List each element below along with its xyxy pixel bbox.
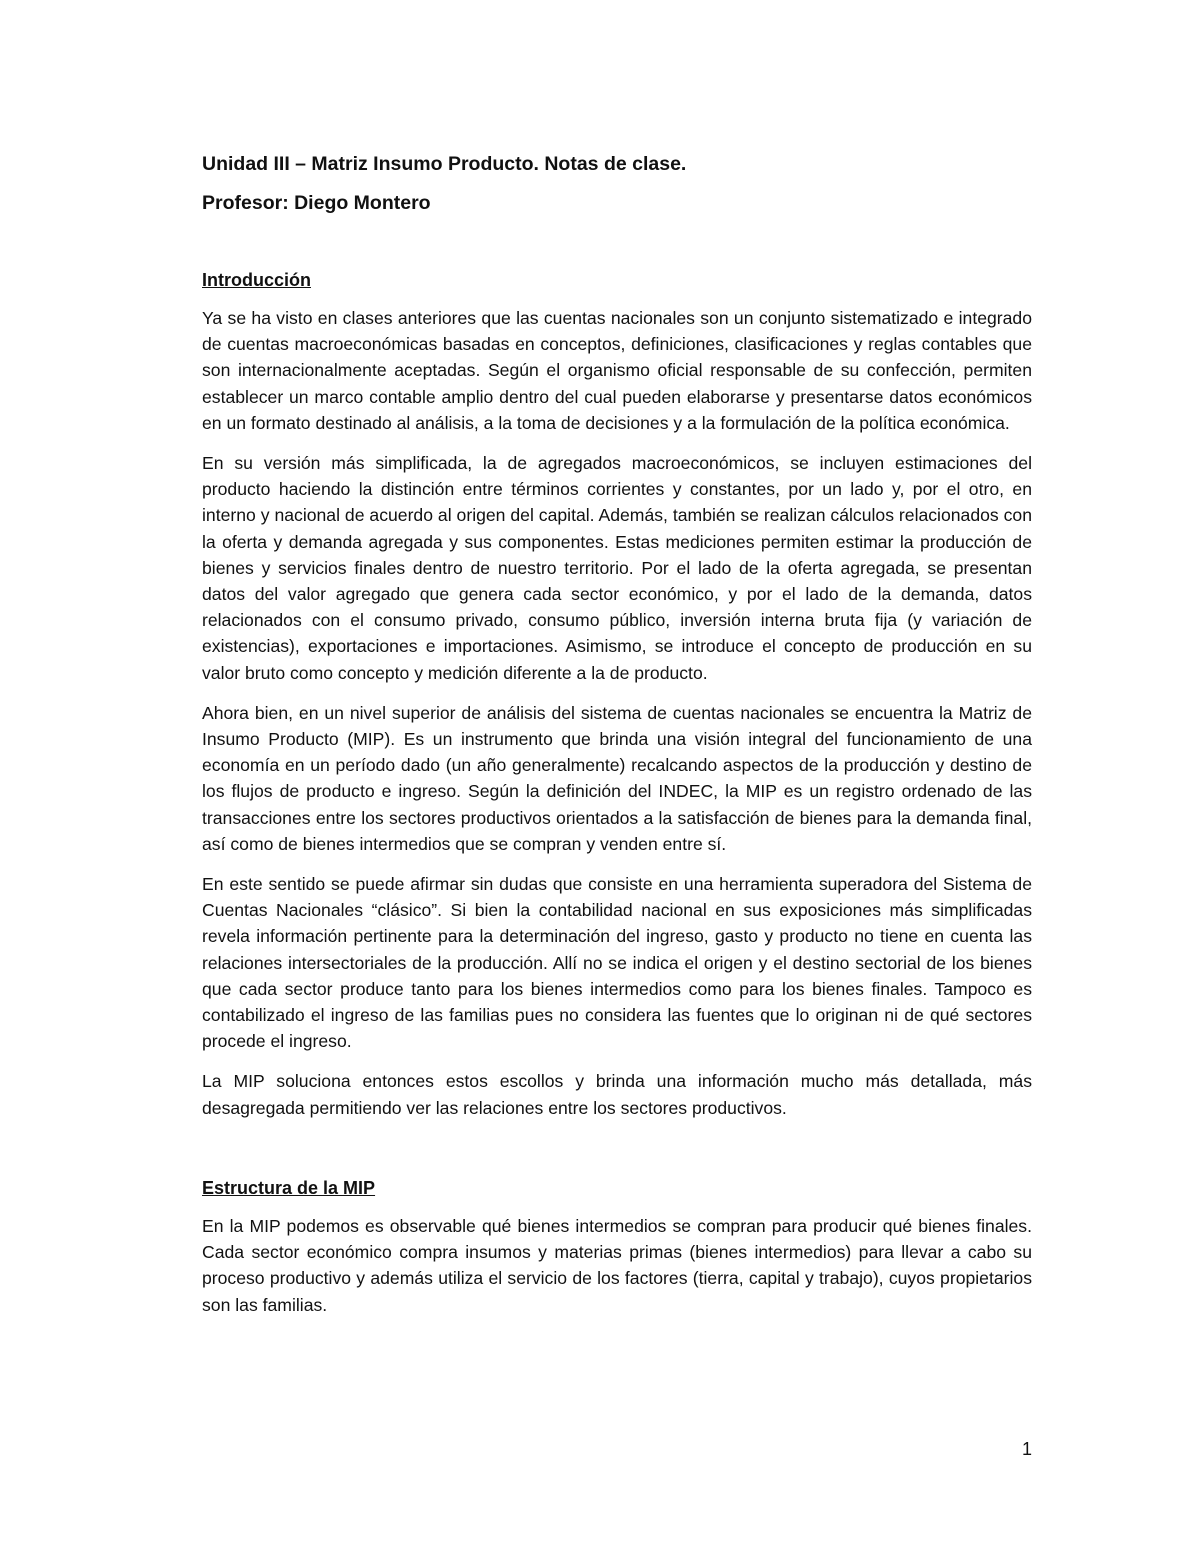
paragraph: En la MIP podemos es observable qué bienes intermedios se compran para producir qué bienes finales. Cada sector económico compra insumos y materias primas (bienes intermedios) para llevar a cabo su proceso productivo y además utiliza el servicio de los factores (tierra, capital y trabajo), cuyos propietarios son las familias. xyxy=(202,1215,1032,1315)
paragraph: En este sentido se puede afirmar sin dudas que consiste en una herramienta superadora del Sistema de Cuentas Nacionales “clásico”. Si bien la contabilidad nacional en sus exposiciones más simplificadas revela información pertinente para la determinación del ingreso, gasto y producto no tiene en cuenta las relaciones intersectoriales de la producción. Allí no se indica el origen y el destino sectorial de los bienes que cada sector produce tanto para los bienes intermedios como para los bienes finales. Tampoco es contabilizado el ingreso de las familias pues no considera las fuentes que lo originan ni de qué sectores procede el ingreso. xyxy=(202,874,1032,1052)
document-title: Unidad III – Matriz Insumo Producto. Notas de clase. xyxy=(202,153,687,175)
section-heading-introduction: Introducción xyxy=(202,270,311,290)
paragraph: Ahora bien, en un nivel superior de análisis del sistema de cuentas nacionales se encuentra la Matriz de Insumo Producto (MIP). Es un instrumento que brinda una visión integral del funcionamiento de una economía en un período dado (un año generalmente) recalcando aspectos de la producción y destino de los flujos de producto e ingreso. Según la definición del INDEC, la MIP es un registro ordenado de las transacciones entre los sectores productivos orientados a la satisfacción de bienes para la demanda final, así como de bienes intermedios que se compran y venden entre sí. xyxy=(202,702,1032,854)
paragraph: Ya se ha visto en clases anteriores que las cuentas nacionales son un conjunto sistematizado e integrado de cuentas macroeconómicas basadas en conceptos, definiciones, clasificaciones y reglas contables que son internacionalmente aceptadas. Según el organismo oficial responsable de su confección, permiten establecer un marco contable amplio dentro del cual pueden elaborarse y presentarse datos económicos en un formato destinado al análisis, a la toma de decisiones y a la formulación de la política económica. xyxy=(202,308,1032,433)
document-page xyxy=(202,150,1032,1318)
paragraph: En su versión más simplificada, la de agregados macroeconómicos, se incluyen estimaciones del producto haciendo la distinción entre términos corrientes y constantes, por un lado y, por el otro, en interno y nacional de acuerdo al origen del capital. Además, también se realizan cálculos relacionados con la oferta y demanda agregada y sus componentes. Estas mediciones permiten estimar la producción de bienes y servicios finales dentro de nuestro territorio. Por el lado de la oferta agregada, se presentan datos del valor agregado que genera cada sector económico, y por el lado de la demanda, datos relacionados con el consumo privado, consumo público, inversión interna bruta fija (y variación de existencias), exportaciones e importaciones. Asimismo, se introduce el concepto de producción en su valor bruto como concepto y medición diferente a la de producto. xyxy=(202,453,1032,683)
page-number: 1 xyxy=(1021,1439,1032,1459)
section-introduction xyxy=(202,267,1032,1121)
section-heading-structure: Estructura de la MIP xyxy=(202,1177,376,1198)
professor-line: Profesor: Diego Montero xyxy=(202,192,431,214)
section-structure xyxy=(202,1175,1032,1318)
paragraph: La MIP soluciona entonces estos escollos y brinda una información mucho más detallada, más desagregada permitiendo ver las relaciones entre los sectores productivos. xyxy=(202,1071,1032,1118)
